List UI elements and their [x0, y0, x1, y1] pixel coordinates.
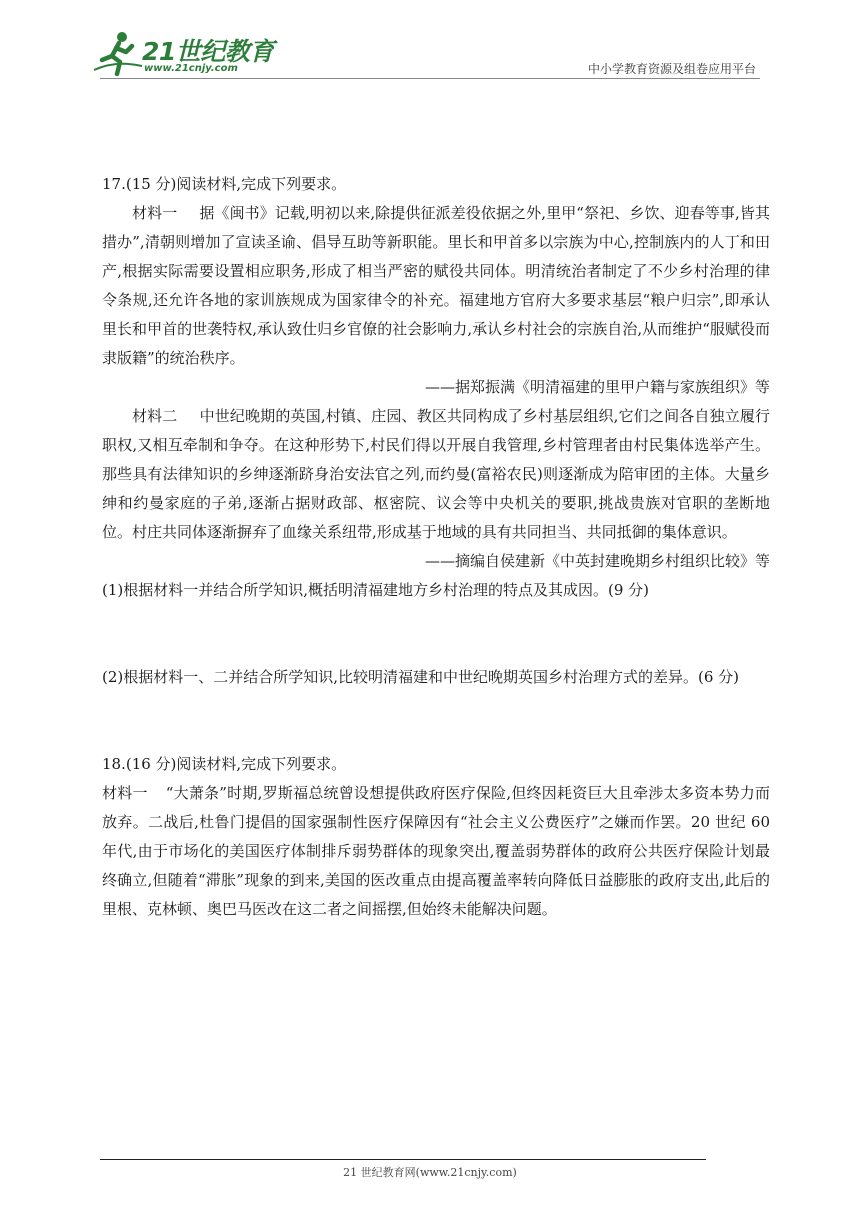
q17-subquestion-1: (1)根据材料一并结合所学知识,概括明清福建地方乡村治理的特点及其成因。(9 分) [102, 581, 650, 599]
q17-material-1 [102, 199, 770, 373]
site-logo[interactable] [92, 30, 274, 78]
material-text: 中世纪晚期的英国,村镇、庄园、教区共同构成了乡村基层组织,它们之间各自独立履行职权,又相互牵制和争夺。在这种形势下,村民们得以开展自我管理,乡村管理者由村民集体选举产生。那些具有法律知识的乡绅逐渐跻身治安法官之列,而约曼(富裕农民)则逐渐成为陪审团的主体。大量乡绅和约曼家庭的子弟,逐渐占据财政部、枢密院、议会等中央机关的要职,挑战贵族对官职的垄断地位。村庄共同体逐渐摒弃了血缘关系纽带,形成基于地域的具有共同担当、共同抵御的集体意识。 [102, 407, 770, 541]
material-label: 材料一 [102, 784, 148, 802]
q18-material-1 [102, 779, 770, 924]
q17-subquestion-2: (2)根据材料一、二并结合所学知识,比较明清福建和中世纪晚期英国乡村治理方式的差异。(6 分) [102, 668, 740, 686]
material-label: 材料一 [132, 204, 178, 222]
material-text: 据《闽书》记载,明初以来,除提供征派差役依据之外,里甲“祭祀、乡饮、迎春等事,皆其措办”,清朝则增加了宣读圣谕、倡导互助等新职能。里长和甲首多以宗族为中心,控制族内的人丁和田产,根据实际需要设置相应职务,形成了相当严密的赋役共同体。明清统治者制定了不少乡村治理的律令条规,还允许各地的家训族规成为国家律令的补充。福建地方官府大多要求基层“粮户归宗”,即承认里长和甲首的世袭特权,承认致仕归乡官僚的社会影响力,承认乡村社会的宗族自治,从而维护“服赋役而隶版籍”的统治秩序。 [102, 204, 770, 367]
page-header [0, 0, 860, 90]
material-text: “大萧条”时期,罗斯福总统曾设想提供政府医疗保险,但终因耗资巨大且牵涉太多资本势力而放弃。二战后,杜鲁门提倡的国家强制性医疗保障因有“社会主义公费医疗”之嫌而作罢。20 世纪 60 年代,由于市场化的美国医疗体制排斥弱势群体的现象突出,覆盖弱势群体的政府公共医疗保险计划最终确立,但随着“滞胀”现象的到来,美国的医改重点由提高覆盖率转向降低日益膨胀的政府支出,此后的里根、克林顿、奥巴马医改在这二者之间摇摆,但始终未能解决问题。 [102, 784, 770, 918]
q17-material-1-source: ——据郑振满《明清福建的里甲户籍与家族组织》等 [424, 378, 770, 396]
answer-space [102, 605, 770, 663]
document-body [102, 170, 770, 924]
footer-divider [100, 1159, 706, 1160]
platform-tagline: 中小学教育资源及组卷应用平台 [587, 62, 756, 76]
material-label: 材料二 [132, 407, 178, 425]
question-17-heading: 17.(15 分)阅读材料,完成下列要求。 [102, 175, 347, 193]
page-footer[interactable]: 21 世纪教育网(www.21cnjy.com) [343, 1166, 517, 1179]
q17-material-2 [102, 402, 770, 547]
logo-text: 21世纪教育 [142, 37, 274, 66]
question-18-heading: 18.(16 分)阅读材料,完成下列要求。 [102, 755, 347, 773]
q17-material-2-source: ——摘编自侯建新《中英封建晚期乡村组织比较》等 [424, 552, 770, 570]
logo-url: www.21cnjy.com [144, 63, 238, 74]
runner-logo-icon [92, 30, 144, 76]
answer-space [102, 692, 770, 750]
header-divider [100, 78, 760, 79]
